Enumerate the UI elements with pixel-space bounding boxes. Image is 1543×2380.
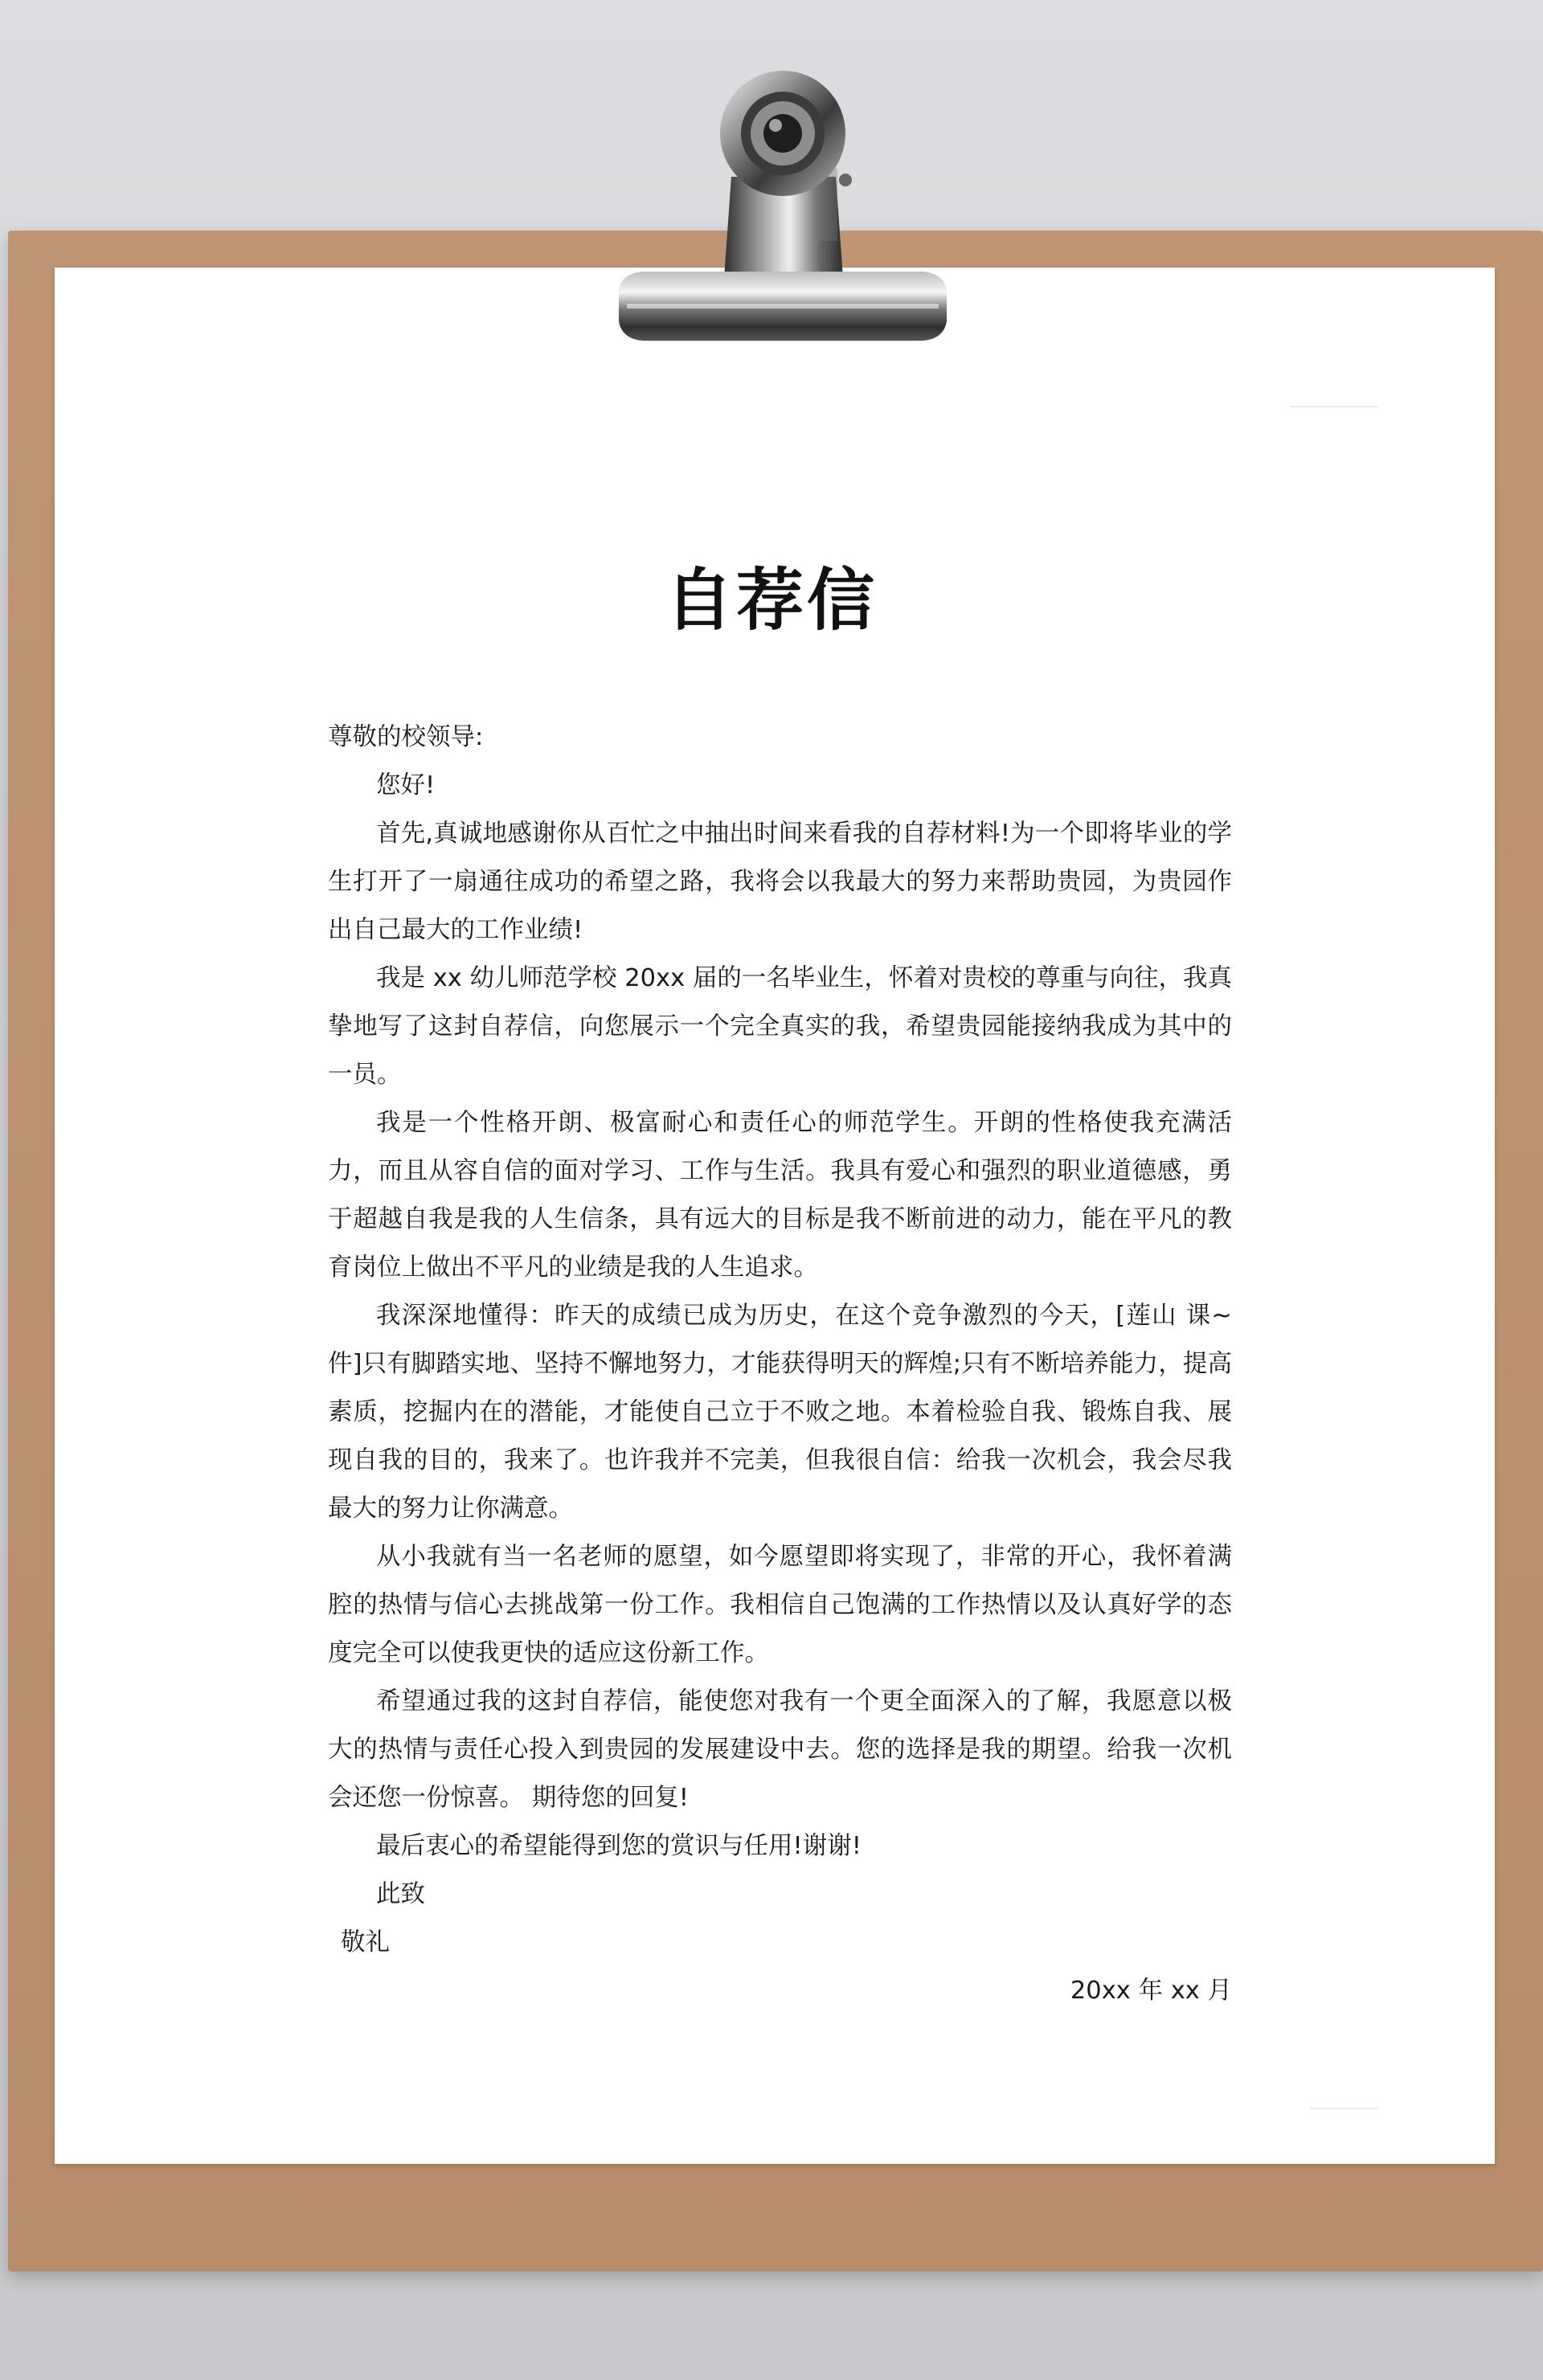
letter-paragraph: 我是 xx 幼儿师范学校 20xx 届的一名毕业生，怀着对贵校的尊重与向往，我真挚地写了这封自荐信，向您展示一个完全真实的我，希望贵园能接纳我成为其中的一员。: [328, 964, 1232, 1089]
paper-corner-mark-bottom: [1310, 2108, 1377, 2109]
binder-clip-icon: [611, 48, 948, 354]
letter-paragraph: 我深深地懂得：昨天的成绩已成为历史，在这个竞争激烈的今天，[莲山 课~件]只有脚踏实地、坚持不懈地努力，才能获得明天的辉煌;只有不断培养能力，提高素质，挖掘内在的潜能，才能使自己立于不败之地。本着检验自我、锻炼自我、展现自我的目的，我来了。也许我并不完美，但我很自信：给我一次机会，我会尽我最大的努力让你满意。: [328, 1302, 1232, 1523]
letter-date: 20xx 年 xx 月: [1070, 1977, 1232, 2005]
letter-paragraph: 希望通过我的这封自荐信，能使您对我有一个更全面深入的了解，我愿意以极大的热情与责任心投入到贵园的发展建设中去。您的选择是我的期望。给我一次机会还您一份惊喜。 期待您的回复!: [328, 1687, 1232, 1812]
letter-closing-jingli: 敬礼: [341, 1928, 390, 1957]
letter-closing-zhi: 此致: [376, 1880, 425, 1908]
paper-corner-mark-top: [1291, 406, 1379, 407]
letter-paragraph: 从小我就有当一名老师的愿望，如今愿望即将实现了，非常的开心，我怀着满腔的热情与信心去挑战第一份工作。我相信自己饱满的工作热情以及认真好学的态度完全可以使我更快的适应这份新工作。: [328, 1543, 1232, 1667]
letter-title: 自荐信: [665, 561, 878, 640]
letter-salutation: 尊敬的校领导:: [328, 723, 484, 751]
letter-paragraph: 我是一个性格开朗、极富耐心和责任心的师范学生。开朗的性格使我充满活力，而且从容自信的面对学习、工作与生活。我具有爱心和强烈的职业道德感，勇于超越自我是我的人生信条，具有远大的目标是我不断前进的动力，能在平凡的教育岗位上做出不平凡的业绩是我的人生追求。: [328, 1109, 1232, 1282]
letter-body: [328, 714, 1232, 2015]
letter-paragraph: 首先,真诚地感谢你从百忙之中抽出时间来看我的自荐材料!为一个即将毕业的学生打开了一扇通往成功的希望之路，我将会以我最大的努力来帮助贵园，为贵园作出自己最大的工作业绩!: [328, 820, 1232, 944]
letter-paragraph: 最后衷心的希望能得到您的赏识与任用!谢谢!: [376, 1832, 862, 1860]
letter-greeting: 您好!: [376, 771, 436, 799]
